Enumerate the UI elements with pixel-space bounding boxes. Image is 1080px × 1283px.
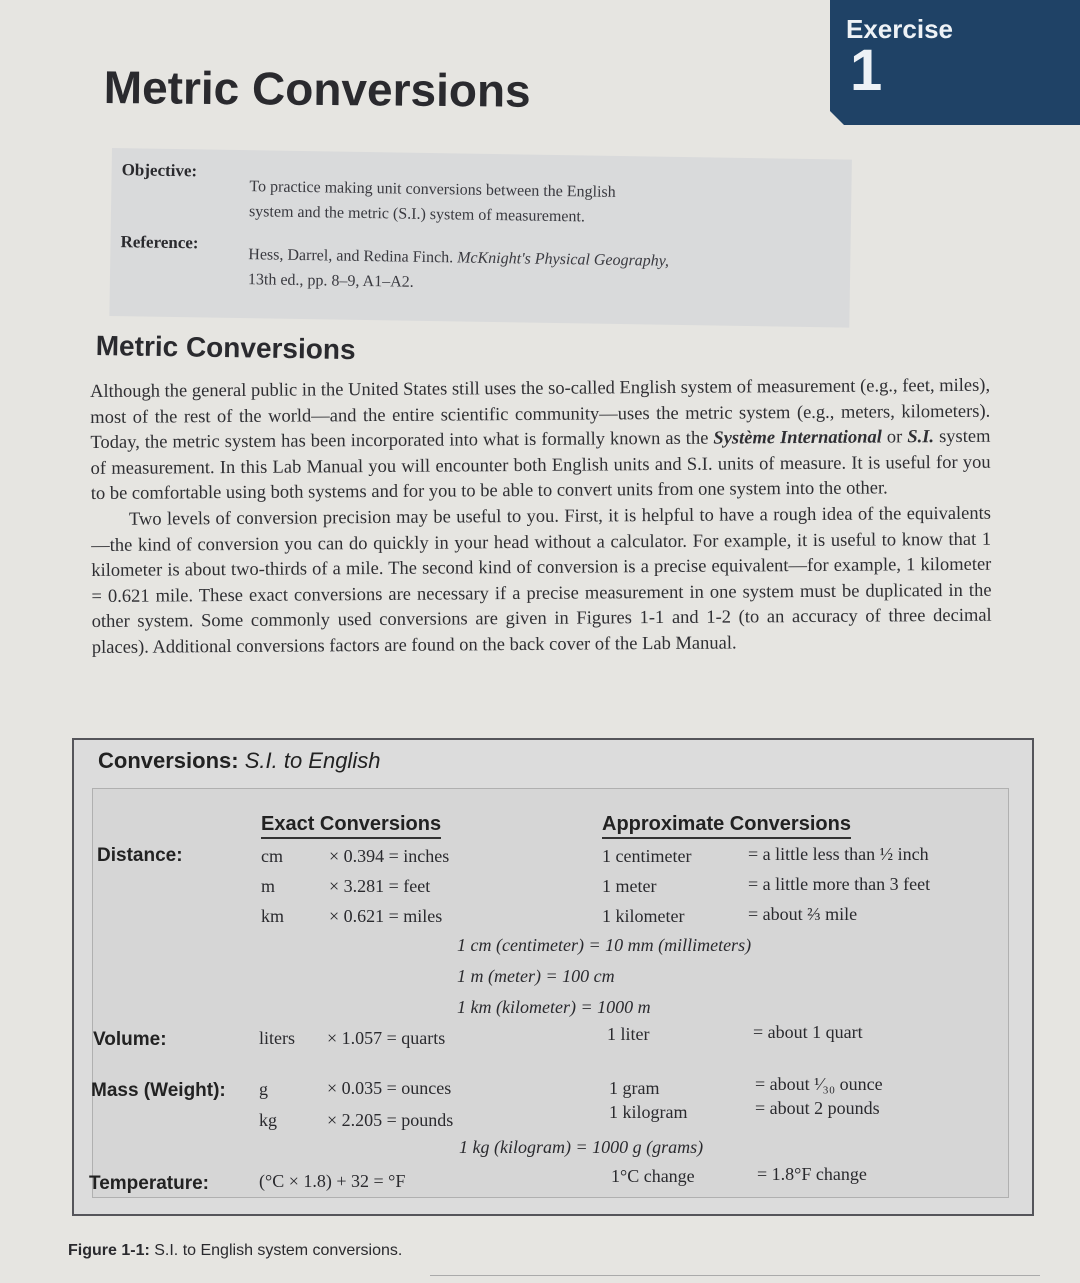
paragraph-1 (90, 374, 991, 508)
si-name: Système International (713, 427, 882, 449)
figure-1-1 (72, 738, 1034, 1216)
unit-g: g (259, 1079, 268, 1099)
temperature-label: Temperature: (89, 1173, 210, 1194)
approx-km: 1 kilometer (602, 906, 685, 926)
page-title: Metric Conversions (103, 60, 531, 117)
equivalent-cm-mm: 1 cm (centimeter) = 10 mm (millimeters) (457, 935, 752, 955)
caption-text: S.I. to English system conversions. (149, 1242, 403, 1259)
factor-cm: × 0.394 = inches (329, 846, 450, 866)
reference-line-2: 13th ed., pp. 8–9, A1–A2. (247, 271, 414, 291)
factor-g: × 0.035 = ounces (327, 1078, 452, 1098)
exact-conversions-header: Exact Conversions (261, 813, 441, 839)
figure-title-italic: S.I. to English (238, 748, 381, 773)
unit-cm: cm (261, 846, 283, 866)
exercise-number: 1 (850, 38, 883, 103)
figure-title-bold: Conversions: (98, 748, 239, 773)
reference-label: Reference: (120, 232, 199, 253)
unit-kg: kg (259, 1110, 277, 1130)
caption-label: Figure 1-1: (68, 1242, 150, 1259)
approx-kilogram-value: = about 2 pounds (755, 1098, 880, 1118)
bottom-rule (430, 1275, 1040, 1276)
exercise-label: Exercise (846, 14, 953, 44)
objective-reference-panel (109, 148, 852, 328)
approx-gram: 1 gram (609, 1078, 660, 1098)
mass-label: Mass (Weight): (91, 1080, 226, 1101)
approx-m-value: = a little more than 3 feet (748, 874, 931, 894)
approximate-conversions-header: Approximate Conversions (602, 813, 851, 839)
temperature-formula: (°C × 1.8) + 32 = °F (259, 1171, 406, 1191)
approx-cm: 1 centimeter (602, 846, 692, 866)
approx-gram-value: = about ¹⁄₃₀ ounce (755, 1074, 883, 1094)
reference-text (248, 242, 669, 299)
unit-m: m (261, 876, 276, 896)
section-title: Metric Conversions (95, 330, 356, 366)
reference-book-title: McKnight's Physical Geography, (457, 249, 670, 270)
approx-temperature-value: = 1.8°F change (757, 1164, 867, 1184)
factor-kg: × 2.205 = pounds (327, 1110, 454, 1130)
factor-m: × 3.281 = feet (329, 876, 431, 896)
body-text (90, 374, 992, 662)
unit-km: km (261, 906, 285, 926)
badge-notch (830, 111, 844, 125)
paragraph-1-part-a: Although the general public in the United States still uses the so-called English system of measurement (e.g., feet, miles), most of the rest of the world—and the entire scientific community—uses the metric system (e.g., meters, kilometers). Today, the metric system has been incorporated into what is formally known as the (90, 375, 991, 454)
equivalent-kg-g: 1 kg (kilogram) = 1000 g (grams) (459, 1137, 704, 1157)
conversion-table (89, 788, 1009, 1198)
approx-kilogram: 1 kilogram (609, 1102, 688, 1122)
exercise-badge (830, 0, 1080, 125)
figure-caption (68, 1242, 402, 1260)
approx-km-value: = about ⅔ mile (748, 904, 858, 924)
volume-label: Volume: (93, 1029, 167, 1050)
approx-m: 1 meter (602, 876, 657, 896)
si-abbreviation: S.I. (907, 427, 935, 448)
objective-text (249, 174, 616, 230)
approx-liter-value: = about 1 quart (753, 1022, 863, 1042)
equivalent-km-m: 1 km (kilometer) = 1000 m (457, 997, 651, 1017)
paragraph-2: Two levels of conversion precision may be useful to you. First, it is helpful to have a rough idea of the equivalents—the kind of conversion you can do quickly in your head without a calculator. For example, it is useful to know that 1 kilometer is about two-thirds of a mile. The second kind of conversion is a precise equivalent—for example, 1 kilometer = 0.621 mile. These exact conversions are necessary if a precise measurement in one system must be duplicated in the other system. Some commonly used conversions are given in Figures 1-1 and 1-2 (to an accuracy of three decimal places). Additional conversions factors are found on the back cover of the Lab Manual. (91, 503, 992, 658)
equivalent-m-cm: 1 m (meter) = 100 cm (457, 966, 615, 986)
approx-temperature: 1°C change (611, 1166, 695, 1186)
approx-liter: 1 liter (607, 1024, 650, 1044)
factor-km: × 0.621 = miles (329, 906, 443, 926)
factor-liters: × 1.057 = quarts (327, 1028, 446, 1048)
reference-authors: Hess, Darrel, and Redina Finch. (248, 246, 458, 267)
objective-label: Objective: (121, 160, 198, 181)
paragraph-1-or: or (881, 427, 908, 448)
approx-cm-value: = a little less than ½ inch (748, 844, 929, 864)
figure-title (98, 748, 380, 774)
objective-line-2: system and the metric (S.I.) system of measurement. (248, 203, 586, 226)
distance-label: Distance: (97, 845, 183, 866)
objective-line-1: To practice making unit conversions between the English (249, 178, 616, 201)
unit-liters: liters (259, 1028, 295, 1048)
paragraph-1-part-b: system of measurement. In this Lab Manual you will encounter both English units and S.I. units of measure. It is useful for you to be comfortable using both systems and for you to be able to convert units from one system into the other. (90, 426, 991, 505)
